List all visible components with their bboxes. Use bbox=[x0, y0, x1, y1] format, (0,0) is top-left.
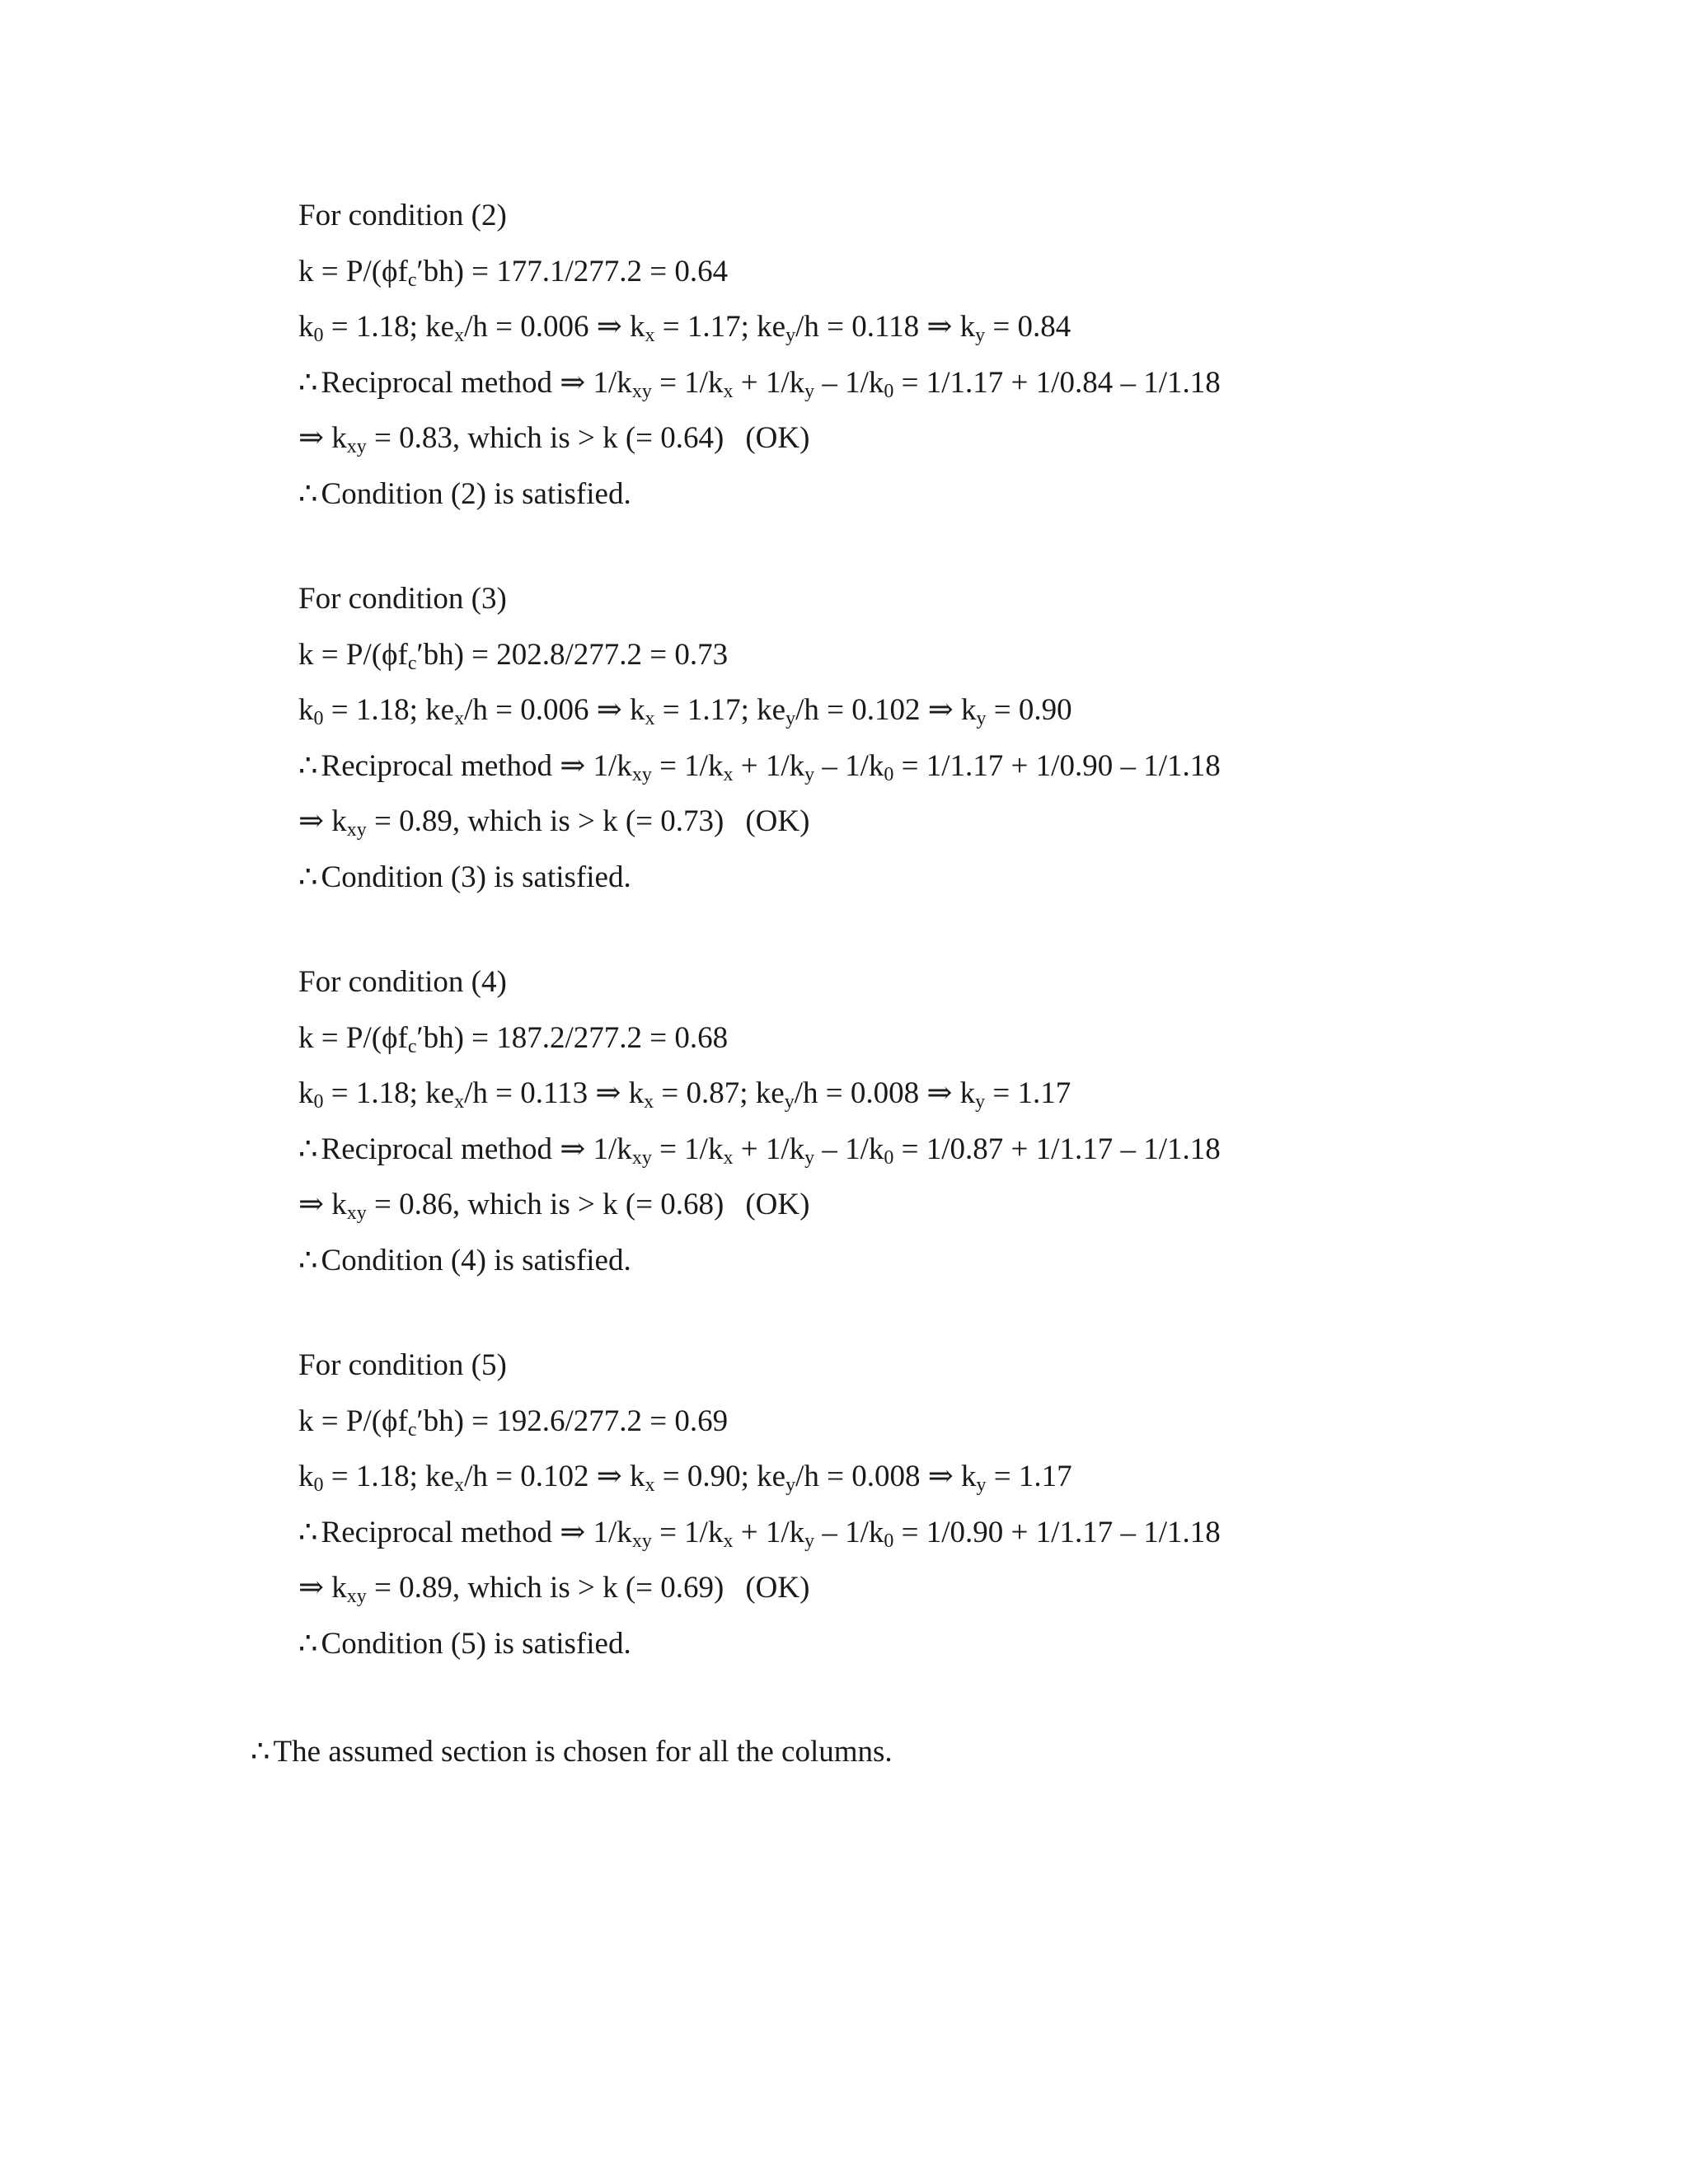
kxy-result: ⇒ $k_{xy} = 0.83$, which is > k (= 0.64) (OK) bbox=[298, 421, 810, 457]
condition-block-2 bbox=[298, 188, 1617, 522]
reciprocal-method-equation: ∴ Reciprocal method ⇒ $1/k_{xy} = 1/k_x + 1/k_y - 1/k_0 = 1/0.90 + 1/1.17 - 1/1.18$ bbox=[298, 1505, 1617, 1561]
k0-equation: $k_0 = 1.18$; $ke_x/h = 0.006$ ⇒ $k_x = 1.17$; $ke_y/h = 0.102$ ⇒ $k_y = 0.90$ bbox=[298, 693, 1072, 729]
condition-satisfied: ∴ Condition (2) is satisfied. bbox=[298, 466, 1617, 523]
k0-equation: $k_0 = 1.18$; $ke_x/h = 0.102$ ⇒ $k_x = 0.90$; $ke_y/h = 0.008$ ⇒ $k_y = 1.17$ bbox=[298, 1460, 1072, 1496]
condition-heading: For condition (3) bbox=[298, 582, 507, 616]
k0-equation: $k_0 = 1.18$; $ke_x/h = 0.113$ ⇒ $k_x = 0.87$; $ke_y/h = 0.008$ ⇒ $k_y = 1.17$ bbox=[298, 1076, 1071, 1113]
condition-satisfied: ∴ Condition (3) is satisfied. bbox=[298, 850, 1617, 906]
condition-block-3 bbox=[298, 571, 1617, 905]
therefore-symbol: ∴ bbox=[298, 476, 318, 511]
reciprocal-method-equation: ∴ Reciprocal method ⇒ $1/k_{xy} = 1/k_x + 1/k_y - 1/k_0 = 1/1.17 + 1/0.90 - 1/1.18$ bbox=[298, 738, 1617, 794]
kxy-result: ⇒ $k_{xy} = 0.89$, which is > k (= 0.69) (OK) bbox=[298, 1571, 810, 1607]
therefore-symbol: ∴ bbox=[298, 748, 318, 783]
therefore-symbol: ∴ bbox=[298, 860, 318, 894]
kxy-result: ⇒ $k_{xy} = 0.89$, which is > k (= 0.73) (OK) bbox=[298, 804, 810, 841]
condition-heading: For condition (2) bbox=[298, 199, 507, 232]
therefore-symbol: ∴ bbox=[298, 1515, 318, 1549]
therefore-symbol: ∴ bbox=[298, 365, 318, 400]
therefore-symbol: ∴ bbox=[298, 1626, 318, 1661]
k-equation: $k = P/(\phi f_c'bh) = 192.6/277.2 = 0.69$ bbox=[298, 1404, 729, 1441]
ok-label: (OK) bbox=[745, 1188, 810, 1221]
kxy-result: ⇒ $k_{xy} = 0.86$, which is > k (= 0.68) (OK) bbox=[298, 1188, 810, 1224]
condition-block-4 bbox=[298, 954, 1617, 1288]
therefore-symbol: ∴ bbox=[251, 1735, 270, 1769]
therefore-symbol: ∴ bbox=[298, 1243, 318, 1277]
condition-block-5 bbox=[298, 1338, 1617, 1671]
reciprocal-method-equation: ∴ Reciprocal method ⇒ $1/k_{xy} = 1/k_x + 1/k_y - 1/k_0 = 1/1.17 + 1/0.84 - 1/1.18$ bbox=[298, 355, 1617, 411]
ok-label: (OK) bbox=[745, 1571, 810, 1605]
ok-label: (OK) bbox=[745, 804, 810, 838]
therefore-symbol: ∴ bbox=[298, 1132, 318, 1166]
condition-heading: For condition (4) bbox=[298, 965, 507, 999]
k-equation: $k = P/(\phi f_c'bh) = 177.1/277.2 = 0.64$ bbox=[298, 254, 729, 291]
condition-satisfied: ∴ Condition (5) is satisfied. bbox=[298, 1616, 1617, 1672]
condition-satisfied: ∴ Condition (4) is satisfied. bbox=[298, 1233, 1617, 1289]
k-equation: $k = P/(\phi f_c'bh) = 202.8/277.2 = 0.73$ bbox=[298, 637, 729, 674]
reciprocal-method-equation: ∴ Reciprocal method ⇒ $1/k_{xy} = 1/k_x + 1/k_y - 1/k_0 = 1/0.87 + 1/1.17 - 1/1.18$ bbox=[298, 1122, 1617, 1178]
condition-heading: For condition (5) bbox=[298, 1348, 507, 1382]
k0-equation: $k_0 = 1.18$; $ke_x/h = 0.006$ ⇒ $k_x = 1.17$; $ke_y/h = 0.118$ ⇒ $k_y = 0.84$ bbox=[298, 310, 1071, 346]
k-equation: $k = P/(\phi f_c'bh) = 187.2/277.2 = 0.68$ bbox=[298, 1020, 729, 1057]
ok-label: (OK) bbox=[745, 421, 810, 455]
conclusion-statement: ∴ The assumed section is chosen for all the columns. bbox=[251, 1724, 893, 1780]
